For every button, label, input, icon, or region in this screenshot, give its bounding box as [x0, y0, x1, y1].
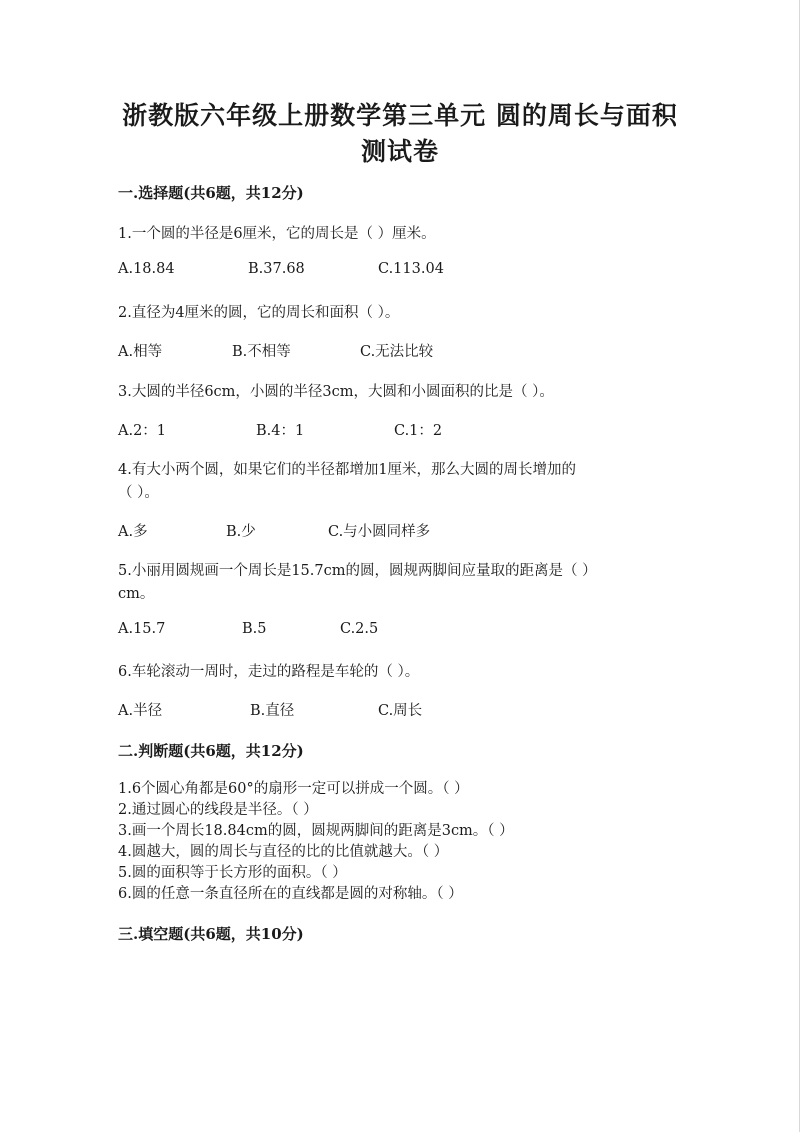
question-4-text-line1: 4.有大小两个圆，如果它们的半径都增加1厘米，那么大圆的周长增加的: [118, 462, 577, 478]
question-6-option-c: C.周长: [378, 703, 423, 719]
question-1-option-c: C.113.04: [378, 261, 444, 277]
section-heading-judge: 二.判断题(共6题，共12分): [118, 742, 304, 760]
question-2-option-c: C.无法比较: [360, 344, 434, 360]
question-1-option-a: A.18.84: [118, 261, 175, 277]
section-heading-fill: 三.填空题(共6题，共10分): [118, 925, 304, 943]
judge-item-3: 3.画一个周长18.84cm的圆，圆规两脚间的距离是3cm。（ ）: [118, 823, 514, 839]
question-4-option-c: C.与小圆同样多: [328, 524, 431, 540]
question-3-option-c: C.1：2: [394, 423, 443, 439]
question-6-option-b: B.直径: [250, 703, 295, 719]
question-6-option-a: A.半径: [118, 703, 163, 719]
section-heading-choice: 一.选择题(共6题，共12分): [118, 184, 304, 202]
judge-item-1: 1.6个圆心角都是60°的扇形一定可以拼成一个圆。（ ）: [118, 781, 469, 797]
judge-item-2: 2.通过圆心的线段是半径。（ ）: [118, 802, 318, 818]
question-2-text: 2.直径为4厘米的圆，它的周长和面积（ ）。: [118, 305, 400, 321]
page-title-line2: 测试卷: [360, 137, 439, 166]
question-5-option-b: B.5: [242, 621, 267, 637]
question-5-option-a: A.15.7: [118, 621, 166, 637]
question-3-option-a: A.2：1: [118, 423, 167, 439]
question-2-option-a: A.相等: [118, 344, 163, 360]
judge-item-6: 6.圆的任意一条直径所在的直线都是圆的对称轴。（ ）: [118, 886, 463, 902]
question-1-option-b: B.37.68: [248, 261, 305, 277]
question-4-text-line2: （ ）。: [118, 485, 159, 501]
question-6-text: 6.车轮滚动一周时，走过的路程是车轮的（ ）。: [118, 664, 420, 680]
question-4-option-b: B.少: [226, 524, 256, 540]
question-5-option-c: C.2.5: [340, 621, 379, 637]
question-5-text-line1: 5.小丽用圆规画一个周长是15.7cm的圆，圆规两脚间应量取的距离是（ ）: [118, 563, 597, 579]
question-1-text: 1.一个圆的半径是6厘米，它的周长是（ ）厘米。: [118, 226, 436, 242]
page-title-line1: 浙教版六年级上册数学第三单元 圆的周长与面积: [122, 101, 678, 130]
question-3-option-b: B.4：1: [256, 423, 305, 439]
judge-item-4: 4.圆越大，圆的周长与直径的比的比值就越大。（ ）: [118, 844, 449, 860]
question-5-text-line2: cm。: [118, 586, 155, 602]
question-4-option-a: A.多: [118, 524, 148, 540]
question-2-option-b: B.不相等: [232, 344, 291, 360]
question-3-text: 3.大圆的半径6cm，小圆的半径3cm，大圆和小圆面积的比是（ ）。: [118, 384, 554, 400]
judge-item-5: 5.圆的面积等于长方形的面积。（ ）: [118, 865, 347, 881]
